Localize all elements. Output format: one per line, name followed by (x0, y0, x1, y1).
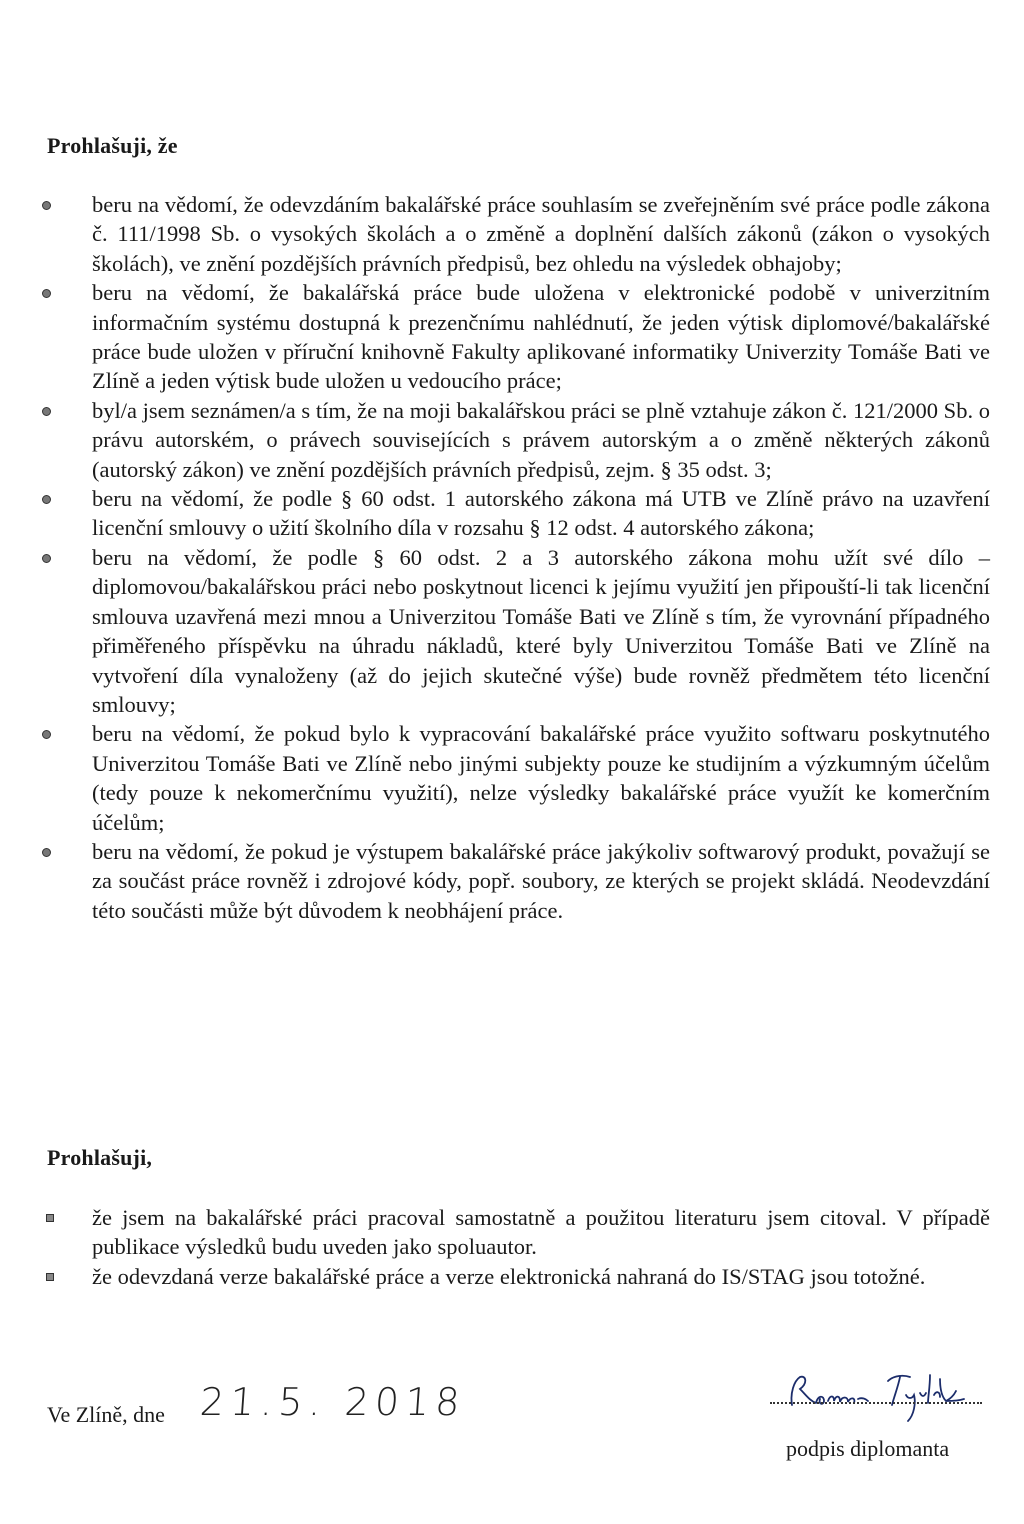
declaration-heading-1: Prohlašuji, že (47, 133, 178, 158)
bullet-icon (42, 730, 51, 739)
handwritten-date: 21.5. 2018 (198, 1380, 468, 1424)
bullet-icon (42, 848, 51, 857)
declaration-heading-2: Prohlašuji, (47, 1145, 153, 1170)
bullet-icon (42, 407, 51, 416)
signature-image (770, 1365, 985, 1425)
declaration-list-1 (40, 190, 990, 925)
list-item-text: beru na vědomí, že bakalářská práce bude uložena v elektronické podobě v univerzitním informačním systému dostupná k prezenčnímu nahlédnutí, že jeden výtisk diplomové/bakalářské práce bude uložen v příruční knihovně Fakulty aplikované informatiky Univerzity Tomáše Bati ve Zlíně a jeden výtisk bude uložen u vedoucího práce; (92, 280, 990, 394)
list-item-text: že odevzdaná verze bakalářské práce a verze elektronická nahraná do IS/STAG jsou totožné. (92, 1263, 926, 1289)
list-item (40, 190, 990, 278)
signature-line (770, 1402, 982, 1404)
list-item-text: že jsem na bakalářské práci pracoval samostatně a použitou literaturu jsem citoval. V případě publikace výsledků budu uveden jako spoluautor. (92, 1205, 990, 1260)
list-item-text: beru na vědomí, že podle § 60 odst. 2 a 3 autorského zákona mohu užít své dílo – diplomovou/bakalářskou práci nebo poskytnout licenci k jejímu využití jen připouští-li tak licenční smlouva uzavřená mezi mnou a Univerzitou Tomáše Bati ve Zlíně s tím, že vyrovnání případného přiměřeného příspěvku na úhradu nákladů, které byly Univerzitou Tomáše Bati ve Zlíně na vytvoření díla vynaloženy (až do jejich skutečné výše) bude rovněž předmětem této licenční smlouvy; (92, 544, 990, 717)
list-item (40, 484, 990, 543)
declaration-list-2 (40, 1203, 990, 1291)
square-bullet-icon (46, 1273, 54, 1281)
list-item (40, 396, 990, 484)
list-item-text: beru na vědomí, že odevzdáním bakalářské práce souhlasím se zveřejněním své práce podle zákona č. 111/1998 Sb. o vysokých školách a o změně a doplnění dalších zákonů (zákon o vysokých školách), ve znění pozdějších právních předpisů, bez ohledu na výsledek obhajoby; (92, 192, 990, 276)
list-item-text: beru na vědomí, že pokud je výstupem bakalářské práce jakýkoliv softwarový produkt, považují se za součást práce rovněž i zdrojové kódy, popř. soubory, ze kterých se projekt skládá. Neodevzdání této součásti může být důvodem k neobhájení práce. (92, 838, 990, 923)
bullet-icon (42, 495, 51, 504)
place-label: Ve Zlíně, dne (47, 1402, 165, 1427)
list-item-text: byl/a jsem seznámen/a s tím, že na moji bakalářskou práci se plně vztahuje zákon č. 121/2000 Sb. o právu autorském, o právech souvisejících s právem autorským a o změně některých zákonů (autorský zákon) ve znění pozdějších právních předpisů, zejm. § 35 odst. 3; (92, 397, 990, 482)
list-item (40, 1203, 990, 1262)
list-item-text: beru na vědomí, že pokud bylo k vypracování bakalářské práce využito softwaru poskytnutého Univerzitou Tomáše Bati ve Zlíně nebo jinými subjekty pouze ke studijním a výzkumným účelům (tedy pouze k nekomerčnímu využití), nelze výsledky bakalářské práce využít ke komerčním účelům; (92, 721, 990, 835)
list-item (40, 719, 990, 837)
signature-label: podpis diplomanta (786, 1436, 950, 1461)
bullet-icon (42, 201, 51, 210)
bullet-icon (42, 289, 51, 298)
bullet-icon (42, 554, 51, 563)
list-item (40, 837, 990, 925)
square-bullet-icon (46, 1214, 54, 1222)
list-item (40, 1262, 990, 1291)
list-item (40, 543, 990, 719)
list-item (40, 278, 990, 396)
list-item-text: beru na vědomí, že podle § 60 odst. 1 autorského zákona má UTB ve Zlíně právo na uzavření licenční smlouvy o užití školního díla v rozsahu § 12 odst. 4 autorského zákona; (92, 486, 990, 541)
